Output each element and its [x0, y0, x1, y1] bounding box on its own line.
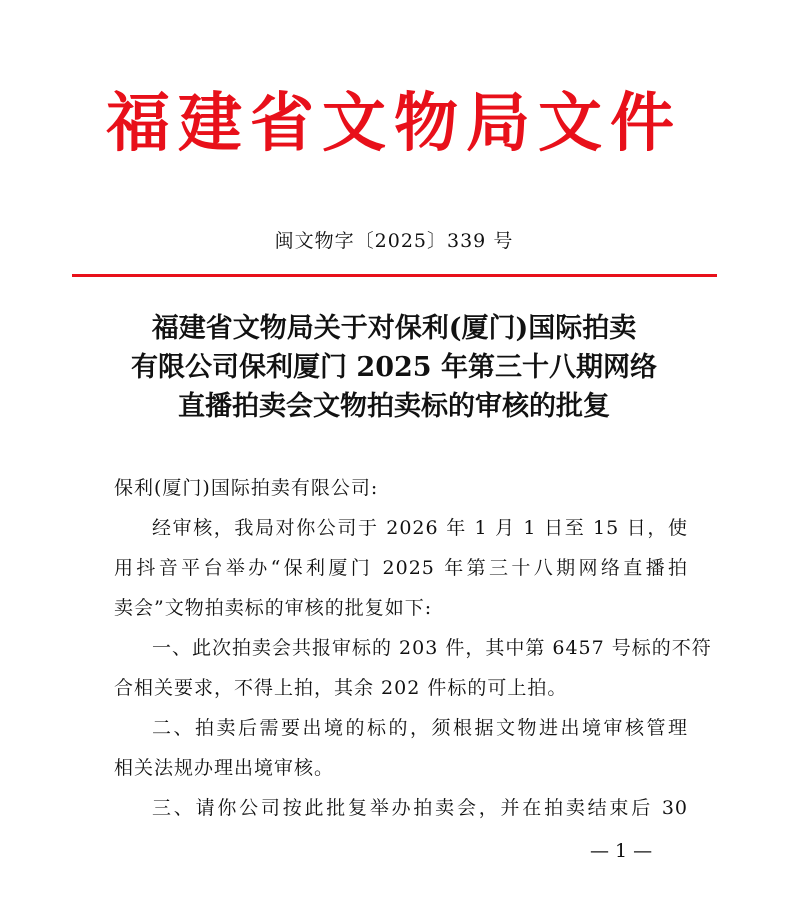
- body-line: 二、拍卖后需要出境的标的，须根据文物进出境审核管理: [152, 717, 688, 739]
- document-body: [114, 468, 712, 828]
- title-line-2: 有限公司保利厦门 2025 年第三十八期网络: [131, 352, 657, 383]
- body-line: 卖会”文物拍卖标的审核的批复如下:: [114, 597, 433, 619]
- body-line: 三、请你公司按此批复举办拍卖会，并在拍卖结束后 30: [152, 797, 688, 819]
- document-number: 闽文物字〔2025〕339 号: [274, 230, 514, 252]
- title-line-3: 直播拍卖会文物拍卖标的审核的批复: [178, 391, 610, 422]
- salutation: 保利(厦门)国际拍卖有限公司:: [114, 477, 379, 499]
- masthead-title: 福建省文物局文件: [106, 86, 682, 161]
- body-line: 用抖音平台举办“保利厦门 2025 年第三十八期网络直播拍: [114, 557, 688, 579]
- title-line-1: 福建省文物局关于对保利(厦门)国际拍卖: [151, 313, 637, 344]
- red-divider-line: [72, 274, 717, 277]
- page-number: — 1 —: [590, 840, 653, 862]
- body-line: 经审核，我局对你公司于 2026 年 1 月 1 日至 15 日，使: [152, 517, 688, 539]
- body-line: 合相关要求，不得上拍，其余 202 件标的可上拍。: [114, 677, 568, 699]
- body-line: 一、此次拍卖会共报审标的 203 件，其中第 6457 号标的不符: [152, 637, 712, 659]
- document-title: [0, 309, 788, 426]
- body-line: 相关法规办理出境审核。: [114, 757, 335, 779]
